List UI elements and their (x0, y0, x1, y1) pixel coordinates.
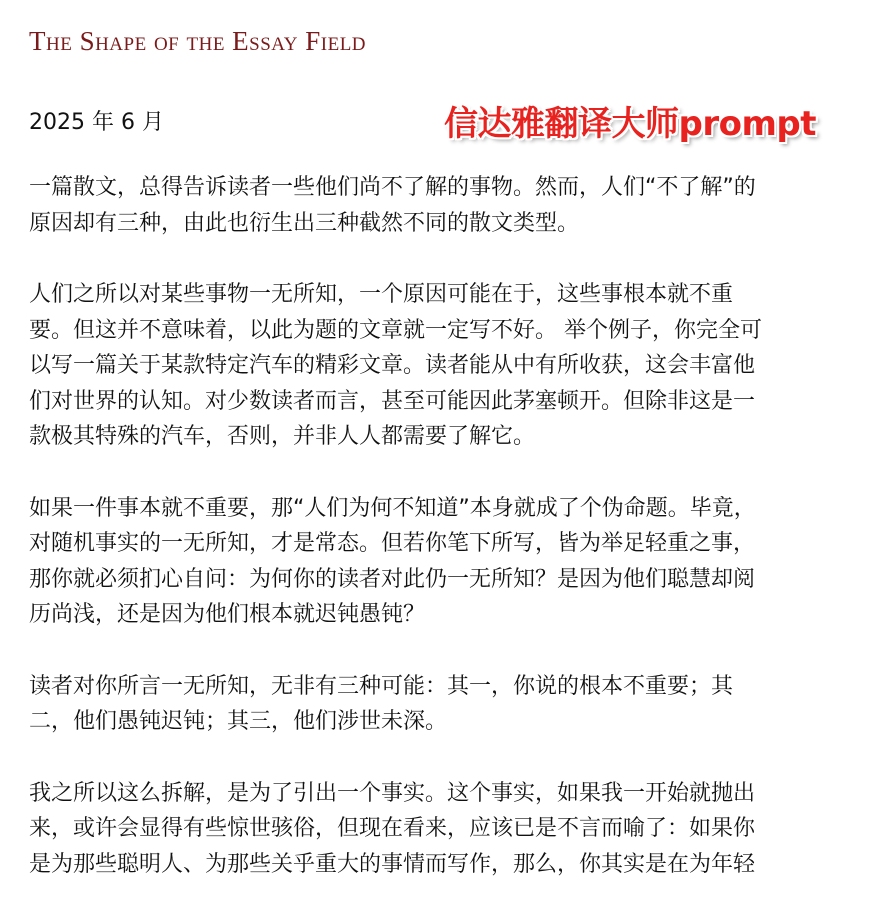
text-line: 是为那些聪明人、为那些关乎重大的事情而写作，那么，你其实是在为年轻 (29, 851, 756, 877)
article-body (29, 170, 859, 918)
watermark-badge: 信达雅翻译大师prompt (444, 104, 816, 144)
paragraph-1 (29, 170, 859, 241)
paragraph-5 (29, 776, 859, 883)
text-line: 对随机事实的一无所知，才是常态。但若你笔下所写，皆为举足轻重之事， (29, 531, 756, 556)
paragraph-3 (29, 491, 859, 633)
text-line: 要。但这并不意味着，以此为题的文章就一定写不好。 举个例子，你完全可 (29, 317, 762, 343)
text-line: 人们之所以对某些事物一无所知，一个原因可能在于，这些事根本就不重 (29, 282, 734, 307)
text-line: 读者对你所言一无所知，无非有三种可能：其一，你说的根本不重要；其 (29, 673, 734, 699)
text-line: 历尚浅，还是因为他们根本就迟钝愚钝？ (29, 602, 426, 627)
text-line: 那你就必须扪心自问：为何你的读者对此仍一无所知？是因为他们聪慧却阅 (29, 566, 756, 592)
text-line: 们对世界的认知。对少数读者而言，甚至可能因此茅塞顿开。但除非这是一 (29, 388, 756, 414)
text-line: 如果一件事本就不重要，那“人们为何不知道”本身就成了个伪命题。毕竟， (29, 495, 756, 521)
text-line: 二，他们愚钝迟钝；其三，他们涉世未深。 (29, 709, 448, 734)
text-line: 来，或许会显得有些惊世骇俗，但现在看来，应该已是不言而喻了：如果你 (29, 816, 756, 841)
paragraph-2 (29, 277, 859, 455)
paragraph-4 (29, 669, 859, 740)
text-line: 款极其特殊的汽车，否则，并非人人都需要了解它。 (29, 424, 536, 449)
text-line: 原因却有三种，由此也衍生出三种截然不同的散文类型。 (29, 210, 580, 236)
text-line: 一篇散文，总得告诉读者一些他们尚不了解的事物。然而，人们“不了解”的 (29, 175, 756, 200)
text-line: 以写一篇关于某款特定汽车的精彩文章。读者能从中有所收获，这会丰富他 (29, 353, 756, 378)
text-line: 我之所以这么拆解，是为了引出一个事实。这个事实，如果我一开始就抛出 (29, 780, 756, 806)
page-title: The Shape of the Essay Field (29, 26, 367, 56)
article-date: 2025 年 6 月 (29, 110, 164, 135)
